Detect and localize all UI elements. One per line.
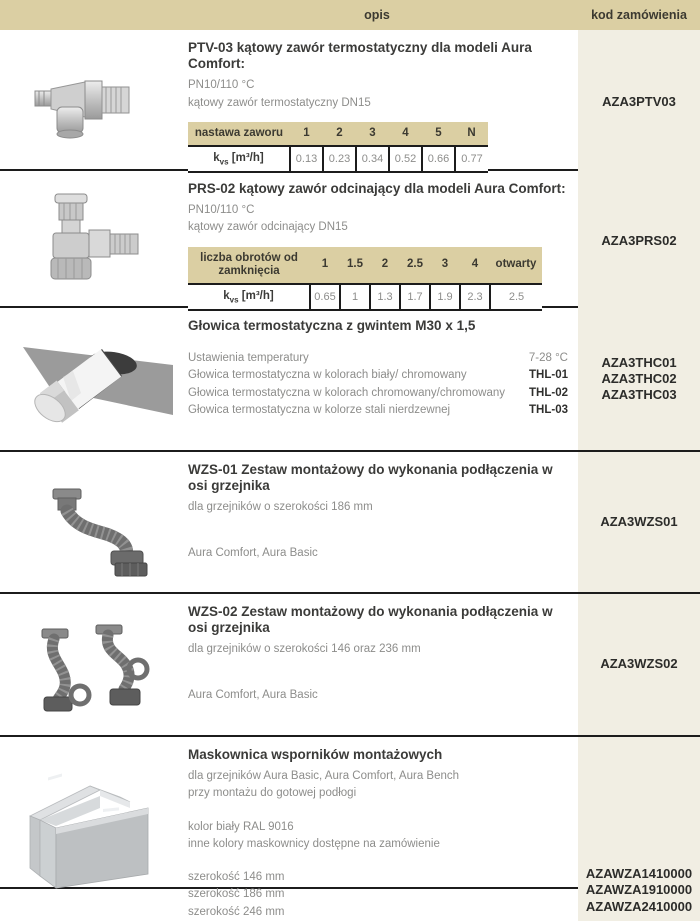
kvs-value: 0.66 [422,146,455,172]
order-code: AZAWZA1910000 [585,882,693,898]
thermostatic-head-image [3,319,173,439]
table-header-row [188,122,488,146]
maskownica-color-line: kolor biały RAL 9016 [188,820,294,833]
kvs-value: 2.5 [490,284,542,310]
ptv03-spec-line: PN10/110 °C [188,79,255,92]
order-code: AZAWZA2410000 [585,898,693,914]
col-header: 5 [422,122,455,146]
maskownica-size-line: szerokość 246 mm [188,905,285,918]
spec-label: Głowica termostatyczna w kolorach biały/ chromowany [188,369,467,382]
table-value-row [188,284,542,310]
order-code: AZA3THC03 [601,387,677,403]
wzs02-description [176,594,578,735]
order-code: AZAWZA1410000 [585,866,693,882]
col-header: 1 [290,122,323,146]
wzs02-spec-line: dla grzejników o szerokości 146 oraz 236 mm [188,643,421,656]
prs02-image-cell [0,171,176,311]
spacer [188,803,568,819]
wzs01-models-line: Aura Comfort, Aura Basic [188,546,318,559]
kvs-value: 1.7 [400,284,430,310]
ptv03-description [176,30,578,173]
product-row-ptv03 [0,30,700,171]
glowica-description [176,308,578,450]
col-header: otwarty [490,247,542,284]
bracket-cover-image [8,764,168,894]
col-header: 3 [356,122,389,146]
spacer [188,853,568,869]
nastawa-header-cell: nastawa zaworu [188,122,290,146]
col-header: 2.5 [400,247,430,284]
kvs-value: 0.52 [389,146,422,172]
wzs02-image-cell [0,594,176,735]
order-code: AZA3THC01 [601,354,677,370]
wzs01-title: WZS-01 Zestaw montażowy do wykonania podłączenia w osi grzejnika [188,462,553,494]
kvs-value: 0.77 [455,146,488,172]
spec-value: THL-03 [529,403,568,416]
col-header: N [455,122,488,146]
glowica-title: Głowica termostatyczna z gwintem M30 x 1,5 [188,318,476,333]
wzs02-models-line: Aura Comfort, Aura Basic [188,688,318,701]
kvs-label-cell [188,146,290,172]
maskownica-description [176,737,578,921]
product-row-glowica [0,308,700,452]
product-row-maskownica [0,737,700,918]
ptv03-kvs-table [188,122,488,174]
maskownica-title: Maskownica wsporników montażowych [188,747,443,762]
table-header-bar [0,0,700,30]
wzs01-order-code: AZA3WZS01 [578,452,700,592]
col-header: 1 [310,247,340,284]
kvs-k: k [223,290,230,303]
kvs-value: 1 [340,284,370,310]
spec-row [188,402,568,419]
ptv03-image-cell [0,30,176,173]
kvs-k: k [213,152,220,165]
prs02-spec-line: PN10/110 °C [188,204,255,217]
wzs01-description [176,452,578,592]
glowica-order-codes [578,308,700,450]
kvs-value: 0.13 [290,146,323,172]
maskownica-line: dla grzejników Aura Basic, Aura Comfort, Aura Bench [188,770,460,783]
prs02-order-code: AZA3PRS02 [578,171,700,311]
product-row-wzs02 [0,594,700,737]
kvs-value: 0.34 [356,146,389,172]
col-header: 1.5 [340,247,370,284]
maskownica-size-line: szerokość 186 mm [188,888,285,901]
kvs-value: 1.9 [430,284,460,310]
column-header-opis: opis [364,8,390,22]
kvs-label-cell [188,284,310,310]
kvs-value: 2.3 [460,284,490,310]
maskownica-order-codes [578,737,700,921]
spec-row [188,367,568,384]
spec-label: Ustawienia temperatury [188,352,309,365]
spec-row [188,385,568,402]
glowica-spec-list [188,350,568,419]
product-row-wzs01 [0,452,700,594]
spec-value: THL-02 [529,386,568,399]
spec-value: THL-01 [529,369,568,382]
obroty-line1: liczba obrotów od [200,251,298,264]
kvs-unit: [m³/h] [241,290,274,303]
kvs-sub: vs [229,295,239,305]
spec-row [188,350,568,367]
kvs-value: 0.65 [310,284,340,310]
wzs01-image-cell [0,452,176,592]
maskownica-image-cell [0,737,176,921]
obroty-line2: zamknięcia [218,264,280,277]
kvs-sub: vs [219,157,229,167]
spec-label: Głowica termostatyczna w kolorach chromowany/chromowany [188,386,506,399]
col-header: 4 [460,247,490,284]
prs02-kvs-table [188,247,542,312]
spec-value: 7-28 °C [528,352,568,365]
col-header: 4 [389,122,422,146]
kvs-value: 1.3 [370,284,400,310]
wzs02-title: WZS-02 Zestaw montażowy do wykonania podłączenia w osi grzejnika [188,604,553,636]
maskownica-line: przy montażu do gotowej podłogi [188,787,357,800]
wzs02-order-code: AZA3WZS02 [578,594,700,735]
kvs-unit: [m³/h] [231,152,264,165]
col-header: 2 [323,122,356,146]
angled-thermostatic-valve-image [13,47,163,157]
glowica-image-cell [0,308,176,450]
ptv03-title: PTV-03 kątowy zawór termostatyczny dla modeli Aura Comfort: [188,40,532,72]
spec-label: Głowica termostatyczna w kolorze stali nierdzewnej [188,403,451,416]
col-header: 3 [430,247,460,284]
angled-shutoff-valve-image [13,186,163,296]
order-code: AZA3THC02 [601,370,677,386]
table-header-row [188,247,542,284]
mounting-hose-pair-image [8,607,168,722]
product-row-prs02 [0,171,700,308]
maskownica-color-line: inne kolory maskownicy dostępne na zamówienie [188,837,440,850]
column-header-kod: kod zamówienia [591,8,687,22]
table-value-row [188,146,488,172]
prs02-spec-line: kątowy zawór odcinający DN15 [188,221,348,234]
maskownica-size-line: szerokość 146 mm [188,871,285,884]
mounting-hose-image [13,467,163,577]
wzs01-spec-line: dla grzejników o szerokości 186 mm [188,501,373,514]
obroty-header-cell [188,247,310,284]
ptv03-spec-line: kątowy zawór termostatyczny DN15 [188,96,371,109]
prs02-title: PRS-02 kątowy zawór odcinający dla modeli Aura Comfort: [188,181,566,196]
prs02-description [176,171,578,311]
ptv03-order-code: AZA3PTV03 [578,30,700,173]
col-header: 2 [370,247,400,284]
kvs-value: 0.23 [323,146,356,172]
